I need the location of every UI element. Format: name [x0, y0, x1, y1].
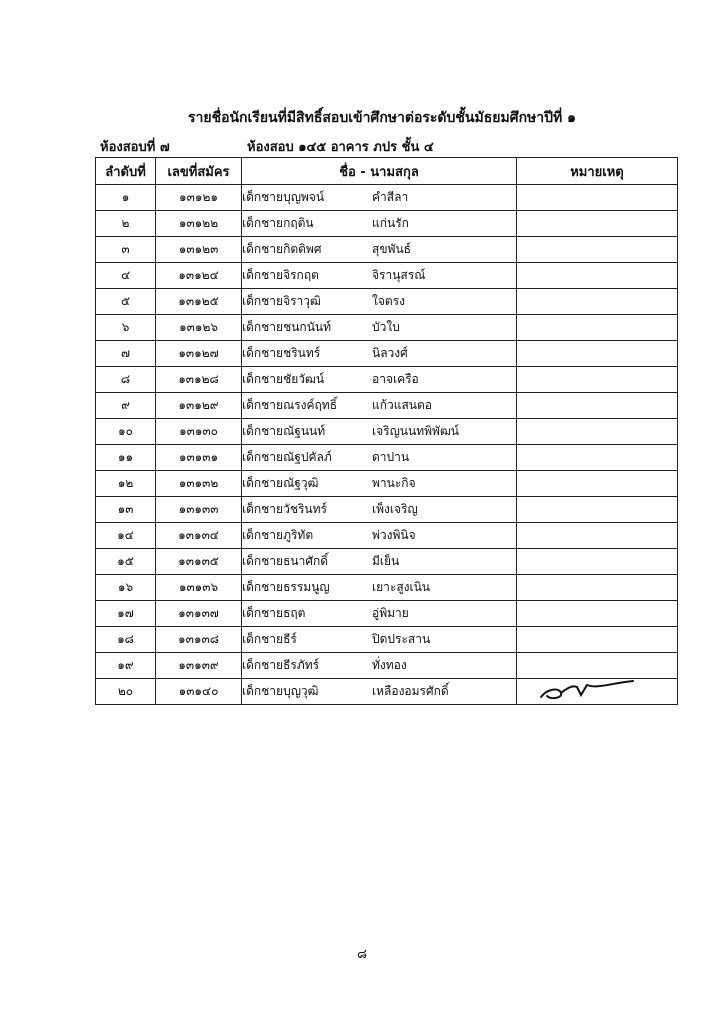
table-row [96, 419, 678, 445]
student-first-name: เด็กชายธีร์ [242, 632, 297, 646]
row-name [242, 211, 517, 237]
row-app-no: ๑๓๑๓๘ [156, 627, 242, 653]
row-seq: ๑๘ [96, 627, 156, 653]
table-row [96, 497, 678, 523]
row-note [517, 315, 678, 341]
table-row [96, 549, 678, 575]
row-seq: ๕ [96, 289, 156, 315]
row-name [242, 341, 517, 367]
student-first-name: เด็กชายชัยวัฒน์ [242, 372, 325, 386]
table-row [96, 211, 678, 237]
table-row [96, 185, 678, 211]
row-seq: ๗ [96, 341, 156, 367]
student-last-name: อู่พิมาย [372, 606, 409, 620]
student-last-name: พ่วงพินิจ [372, 528, 416, 542]
student-first-name: เด็กชายณรงค์ฤทธิ์ [242, 398, 338, 412]
student-first-name: เด็กชายจิรกฤต [242, 268, 319, 282]
student-last-name: ดาปาน [372, 450, 410, 464]
row-app-no: ๑๓๑๔๐ [156, 679, 242, 705]
row-seq: ๑๖ [96, 575, 156, 601]
student-last-name: อาจเครือ [372, 372, 419, 386]
row-note [517, 367, 678, 393]
row-app-no: ๑๓๑๒๓ [156, 237, 242, 263]
student-last-name: เพ็งเจริญ [372, 502, 418, 516]
table-row [96, 289, 678, 315]
row-app-no: ๑๓๑๒๘ [156, 367, 242, 393]
header-name: ชื่อ - นามสกุล [242, 158, 517, 185]
row-app-no: ๑๓๑๓๑ [156, 445, 242, 471]
row-note [517, 419, 678, 445]
table-row [96, 575, 678, 601]
row-note [517, 523, 678, 549]
student-first-name: เด็กชายภูริทัต [242, 528, 314, 542]
student-first-name: เด็กชายธฤต [242, 606, 306, 620]
row-name [242, 679, 517, 705]
student-last-name: จิรานุสรณ์ [372, 268, 426, 282]
row-name [242, 367, 517, 393]
table-row [96, 315, 678, 341]
table-row [96, 237, 678, 263]
student-first-name: เด็กชายธรรมนูญ [242, 580, 330, 594]
table-row [96, 679, 678, 705]
exam-room-location: ห้องสอบ ๑๔๕ อาคาร ภปร ชั้น ๔ [247, 140, 434, 155]
header-seq: ลำดับที่ [96, 158, 156, 185]
row-name [242, 627, 517, 653]
student-first-name: เด็กชายชนกนันท์ [242, 320, 332, 334]
row-note [517, 211, 678, 237]
row-name [242, 185, 517, 211]
row-seq: ๑ [96, 185, 156, 211]
student-first-name: เด็กชายณัฐวุฒิ [242, 476, 319, 490]
document-title: รายชื่อนักเรียนที่มีสิทธิ์สอบเข้าศึกษาต่อระดับชั้นมัธยมศึกษาปีที่ ๑ [187, 110, 577, 126]
row-note [517, 549, 678, 575]
student-first-name: เด็กชายธีรภัทร์ [242, 658, 320, 672]
student-last-name: ทั่งทอง [372, 658, 407, 672]
row-app-no: ๑๓๑๓๕ [156, 549, 242, 575]
row-seq: ๙ [96, 393, 156, 419]
student-first-name: เด็กชายบุญวุฒิ [242, 684, 319, 698]
table-row [96, 393, 678, 419]
student-roster-table [95, 157, 678, 705]
row-seq: ๑๑ [96, 445, 156, 471]
student-last-name: มีเย็น [372, 554, 400, 568]
table-row [96, 653, 678, 679]
row-app-no: ๑๓๑๓๒ [156, 471, 242, 497]
row-app-no: ๑๓๑๓๙ [156, 653, 242, 679]
row-note [517, 341, 678, 367]
row-app-no: ๑๓๑๓๗ [156, 601, 242, 627]
student-first-name: เด็กชายวัชรินทร์ [242, 502, 327, 516]
row-note [517, 445, 678, 471]
row-name [242, 601, 517, 627]
student-last-name: คำสีลา [372, 190, 409, 204]
student-last-name: เยาะสูงเนิน [372, 580, 431, 594]
row-name [242, 263, 517, 289]
row-app-no: ๑๓๑๒๔ [156, 263, 242, 289]
table-row [96, 523, 678, 549]
row-note [517, 627, 678, 653]
student-first-name: เด็กชายณัฐปคัลภ์ [242, 450, 332, 464]
row-seq: ๒๐ [96, 679, 156, 705]
student-last-name: แก้วแสนตอ [372, 398, 432, 412]
row-name [242, 419, 517, 445]
student-first-name: เด็กชายกฤติน [242, 216, 314, 230]
row-app-no: ๑๓๑๓๓ [156, 497, 242, 523]
row-app-no: ๑๓๑๒๗ [156, 341, 242, 367]
row-note [517, 393, 678, 419]
row-seq: ๑๙ [96, 653, 156, 679]
row-name [242, 523, 517, 549]
row-app-no: ๑๓๑๒๕ [156, 289, 242, 315]
student-last-name: บัวใบ [372, 320, 400, 334]
student-last-name: ปิดประสาน [372, 632, 431, 646]
row-name [242, 393, 517, 419]
table-row [96, 263, 678, 289]
student-first-name: เด็กชายจิราวุฒิ [242, 294, 321, 308]
row-app-no: ๑๓๑๓๔ [156, 523, 242, 549]
student-first-name: เด็กชายธนาศักดิ์ [242, 554, 329, 568]
row-seq: ๖ [96, 315, 156, 341]
exam-room-number: ห้องสอบที่ ๗ [100, 140, 170, 155]
row-note [517, 289, 678, 315]
row-note [517, 185, 678, 211]
student-last-name: แก่นรัก [372, 216, 409, 230]
table-row [96, 471, 678, 497]
table-row [96, 601, 678, 627]
table-row [96, 367, 678, 393]
row-seq: ๑๓ [96, 497, 156, 523]
row-seq: ๑๒ [96, 471, 156, 497]
row-name [242, 497, 517, 523]
row-name [242, 237, 517, 263]
row-note [517, 653, 678, 679]
row-seq: ๘ [96, 367, 156, 393]
student-last-name: นิลวงศ์ [372, 346, 408, 360]
row-note [517, 237, 678, 263]
student-first-name: เด็กชายชรินทร์ [242, 346, 321, 360]
row-seq: ๑๗ [96, 601, 156, 627]
signature-mark [537, 679, 637, 705]
table-header-row [96, 158, 678, 185]
row-note [517, 601, 678, 627]
row-app-no: ๑๓๑๒๖ [156, 315, 242, 341]
student-last-name: ใจตรง [372, 294, 405, 308]
row-app-no: ๑๓๑๓๖ [156, 575, 242, 601]
row-name [242, 549, 517, 575]
row-seq: ๑๕ [96, 549, 156, 575]
row-note [517, 263, 678, 289]
row-note [517, 471, 678, 497]
row-app-no: ๑๓๑๒๒ [156, 211, 242, 237]
row-name [242, 653, 517, 679]
row-name [242, 471, 517, 497]
student-first-name: เด็กชายบุญพจน์ [242, 190, 325, 204]
row-app-no: ๑๓๑๓๐ [156, 419, 242, 445]
table-row [96, 445, 678, 471]
row-app-no: ๑๓๑๒๑ [156, 185, 242, 211]
table-row [96, 627, 678, 653]
row-seq: ๒ [96, 211, 156, 237]
row-seq: ๓ [96, 237, 156, 263]
row-seq: ๑๐ [96, 419, 156, 445]
student-last-name: พานะกิจ [372, 476, 416, 490]
row-seq: ๑๔ [96, 523, 156, 549]
row-name [242, 445, 517, 471]
table-row [96, 341, 678, 367]
row-note [517, 575, 678, 601]
row-app-no: ๑๓๑๒๙ [156, 393, 242, 419]
page-number: ๘ [356, 947, 368, 962]
row-seq: ๔ [96, 263, 156, 289]
student-last-name: เหลืองอมรศักดิ์ [372, 684, 449, 698]
student-first-name: เด็กชายกิตติพศ [242, 242, 322, 256]
row-name [242, 289, 517, 315]
row-note [517, 497, 678, 523]
row-name [242, 575, 517, 601]
header-app-no: เลขที่สมัคร [156, 158, 242, 185]
row-note [517, 679, 678, 705]
student-last-name: สุขพันธ์ [372, 242, 411, 256]
student-last-name: เจริญนนทพิพัฒน์ [372, 424, 459, 438]
header-note: หมายเหตุ [517, 158, 678, 185]
student-first-name: เด็กชายณัฐนนท์ [242, 424, 326, 438]
roster-body [96, 185, 678, 705]
row-name [242, 315, 517, 341]
